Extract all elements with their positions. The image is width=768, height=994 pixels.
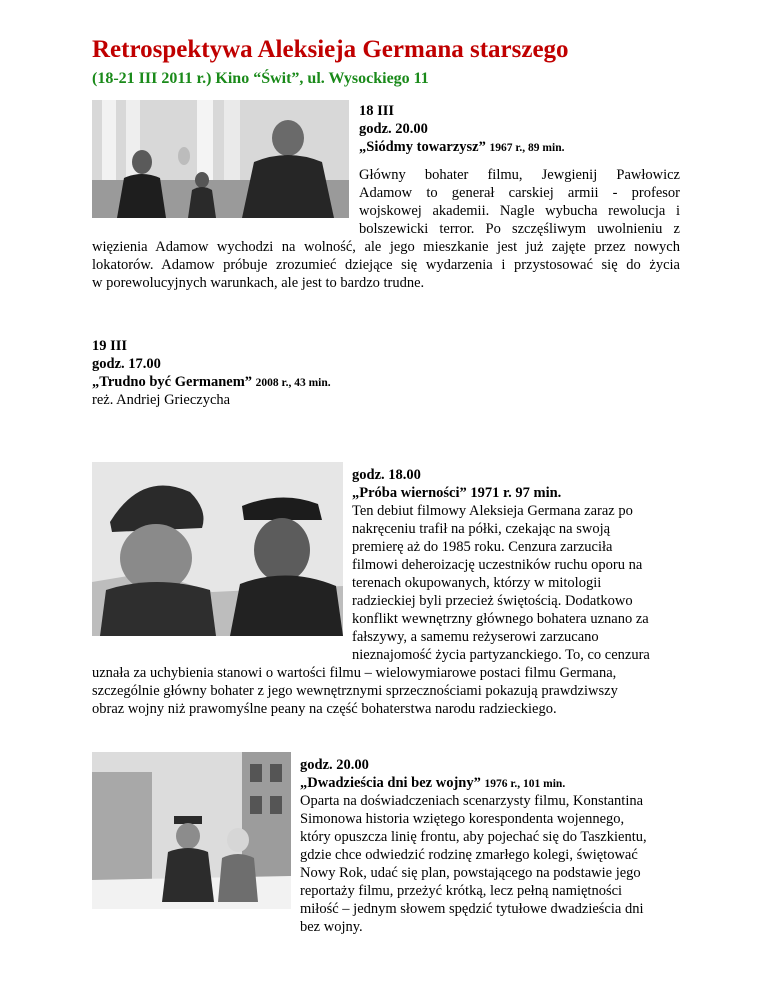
film-description-line: filmowi deheroizację uczestników ruchu oporu na	[352, 557, 643, 573]
film-title-line	[359, 138, 564, 157]
film-director: reż. Andriej Grieczycha	[92, 392, 231, 408]
film-meta: 2008 r., 43 min.	[255, 377, 331, 389]
film-description-line: Nowy Rok, udać się plan, powstającego na podstawie jego	[300, 865, 641, 881]
film-description-line: Oparta na doświadczeniach scenarzysty filmu, Konstantina	[300, 793, 644, 809]
page-title: Retrospektywa Aleksieja Germana starszego	[92, 36, 569, 63]
film-description-line: który opuszcza linię frontu, aby pojechać się do Taszkientu,	[300, 829, 647, 845]
film-description-line: uznała za uchybienia stanowi o wartości filmu – wielowymiarowe postaci filmu Germana,	[92, 665, 617, 681]
film-description-line: reportaży filmu, przeżyć krótką, lecz pełną namiętności	[300, 883, 623, 899]
film-description-line: konflikt wewnętrzny głównego bohatera uznano za	[352, 611, 649, 627]
film-description-line: wojskowej akademii. Nagle wybucha rewolucja i	[359, 203, 680, 219]
film-description-line: nieznajomość życia partyzanckiego. To, co cenzura	[352, 647, 650, 663]
screening-date: 19 III	[92, 338, 128, 354]
film-description-line: bolszewicki terror. Po szczęśliwym uwolnieniu z	[359, 221, 680, 237]
film-meta: 1967 r., 89 min.	[489, 142, 565, 154]
film-still-proba-wiernosci	[92, 462, 343, 636]
screening-time: godz. 20.00	[359, 121, 428, 137]
film-description-line: premierę aż do 1985 roku. Cenzura zarzuciła	[352, 539, 613, 555]
film-description-line: lokatorów. Adamow próbuje zrozumieć dziejące się wydarzenia i przystosować się do życia	[92, 257, 680, 273]
film-description-line: terenach okupowanych, którzy w mitologii	[352, 575, 602, 591]
film-description-line: radzieckiej byli przecież świętością. Dodatkowo	[352, 593, 633, 609]
film-meta: 1976 r., 101 min.	[484, 778, 566, 790]
film-description-line: więzienia Adamow wychodzi na wolność, ale jego mieszkanie jest już zajęte przez nowych	[92, 239, 680, 255]
film-description-line: fałszywy, a samemu reżyserowi zarzucano	[352, 629, 599, 645]
film-description-line: Adamow to generał carskiej armii - profesor	[359, 185, 680, 201]
page-subtitle: (18-21 III 2011 r.) Kino “Świt”, ul. Wysockiego 11	[92, 70, 429, 87]
film-description-line: gdzie chce odwiedzić rodzinę zmarłego kolegi, świętować	[300, 847, 638, 863]
film-title: „Siódmy towarzysz”	[359, 139, 486, 155]
film-description-line: Simonowa historia wziętego korespondenta wojennego,	[300, 811, 625, 827]
film-title: „Dwadzieścia dni bez wojny”	[300, 775, 481, 791]
film-description-line: Ten debiut filmowy Aleksieja Germana zaraz po	[352, 503, 633, 519]
film-still-siodmy-towarzysz	[92, 100, 349, 218]
film-description-line: miłość – jednym słowem spędzić tytułowe dwadzieścia dni	[300, 901, 644, 917]
screening-time: godz. 18.00	[352, 467, 421, 483]
film-title: „Próba wierności” 1971 r. 97 min.	[352, 485, 562, 501]
screening-time: godz. 20.00	[300, 757, 369, 773]
film-title-line	[92, 373, 331, 392]
film-title-line	[300, 774, 565, 793]
film-still-dwadziescia-dni-bez-wojny	[92, 752, 291, 909]
film-description-line: obraz wojny niż prawomyślne peany na część bohaterstwa narodu radzieckiego.	[92, 701, 557, 717]
screening-date: 18 III	[359, 103, 395, 119]
film-description-line: szczególnie główny bohater z jego wewnętrznymi sprzecznościami pokazują prawdziwszy	[92, 683, 618, 699]
film-title: „Trudno być Germanem”	[92, 374, 253, 390]
film-description-line: nakręceniu trafił na półki, czekając na swoją	[352, 521, 611, 537]
film-description-line: Główny bohater filmu, Jewgienij Pawłowicz	[359, 167, 680, 183]
film-description-line: bez wojny.	[300, 919, 363, 935]
screening-time: godz. 17.00	[92, 356, 161, 372]
film-description-line: w porewolucyjnych warunkach, ale jest to bardzo trudne.	[92, 275, 425, 291]
